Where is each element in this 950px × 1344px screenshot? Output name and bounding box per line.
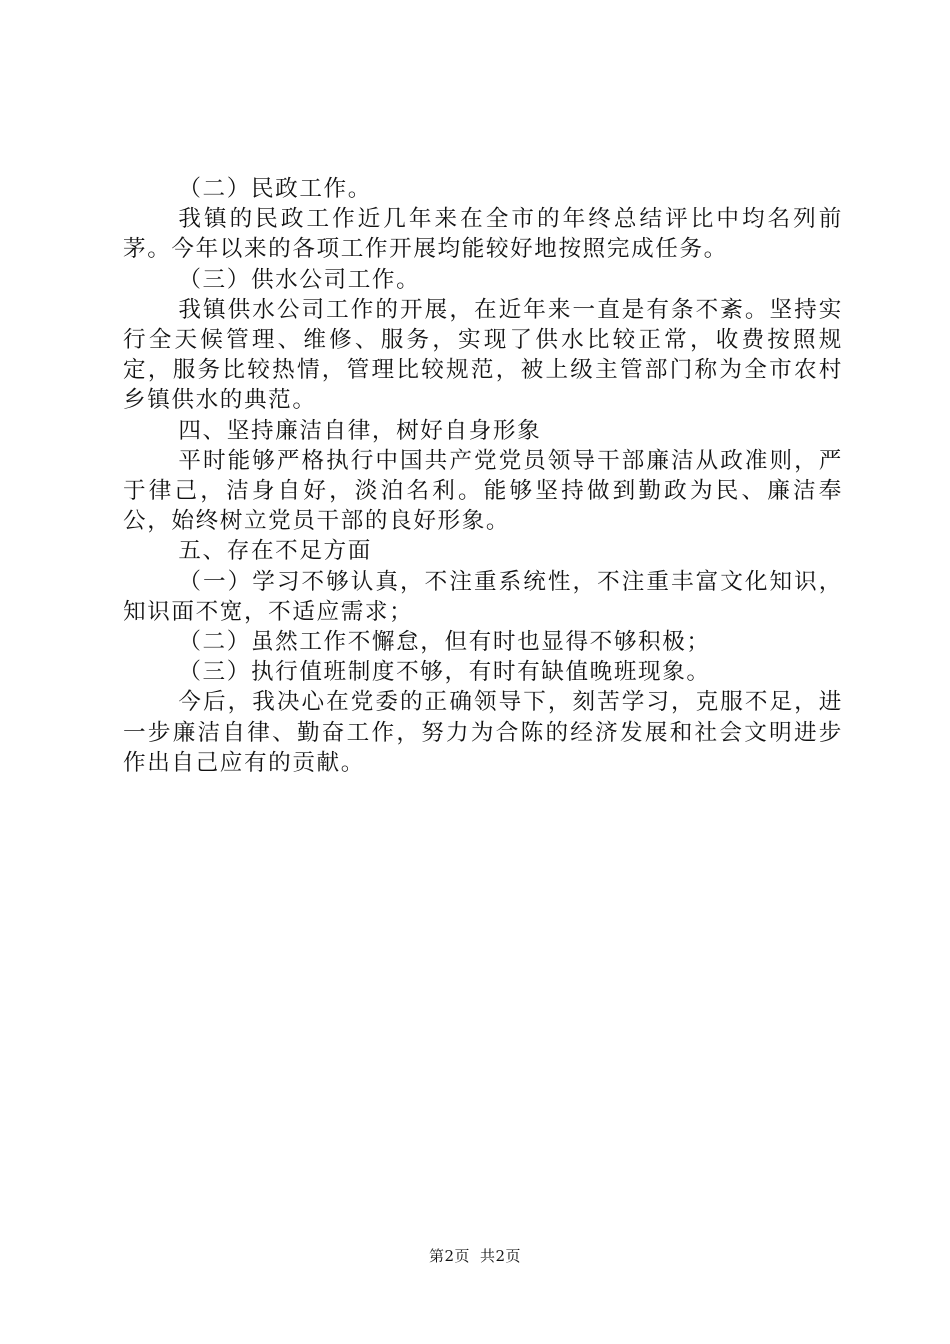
- paragraph-integrity: 平时能够严格执行中国共产党党员领导干部廉洁从政准则，严于律己，洁身自好，淡泊名利。能够坚持做到勤政为民、廉洁奉公，始终树立党员干部的良好形象。: [123, 447, 843, 535]
- section-heading-water-supply: （三）供水公司工作。: [178, 266, 421, 293]
- shortcoming-item-2: （二）虽然工作不懈怠，但有时也显得不够积极；: [178, 629, 711, 656]
- paragraph-water-supply: 我镇供水公司工作的开展，在近年来一直是有条不紊。坚持实行全天候管理、维修、服务，实现了供水比较正常，收费按照规定，服务比较热情，管理比较规范，被上级主管部门称为全市农村乡镇供水的典范。: [123, 296, 843, 414]
- paragraph-conclusion: 今后，我决心在党委的正确领导下，刻苦学习，克服不足，进一步廉洁自律、勤奋工作，努力为合陈的经济发展和社会文明进步作出自己应有的贡献。: [123, 689, 843, 776]
- document-body: [123, 174, 843, 778]
- page-number-current: 第2页: [428, 1247, 470, 1265]
- paragraph-civil-affairs: 我镇的民政工作近几年来在全市的年终总结评比中均名列前茅。今年以来的各项工作开展均能较好地按照完成任务。: [123, 206, 843, 263]
- section-heading-shortcomings: 五、存在不足方面: [178, 538, 372, 565]
- section-heading-integrity: 四、坚持廉洁自律，树好自身形象: [178, 417, 542, 444]
- page-number-total: 共2页: [480, 1247, 522, 1265]
- section-heading-civil-affairs: （二）民政工作。: [178, 176, 372, 202]
- shortcoming-item-3: （三）执行值班制度不够，有时有缺值晚班现象。: [178, 659, 711, 686]
- page-footer: [0, 1246, 950, 1266]
- shortcoming-item-1: （一）学习不够认真，不注重系统性，不注重丰富文化知识，知识面不宽，不适应需求；: [123, 568, 843, 625]
